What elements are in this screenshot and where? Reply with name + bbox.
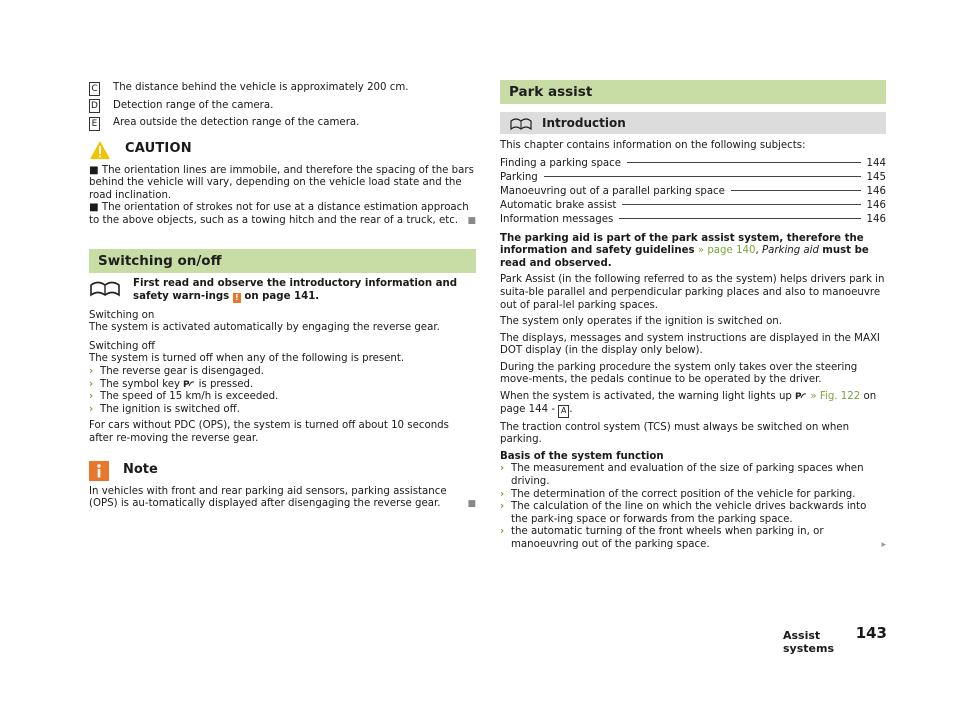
book-icon bbox=[510, 117, 532, 130]
legend-key: D bbox=[89, 99, 100, 113]
page-footer bbox=[783, 624, 887, 655]
figure-link[interactable]: » Fig. 122 bbox=[810, 391, 861, 403]
page-number: 143 bbox=[855, 624, 887, 642]
chevron-right-icon: › bbox=[500, 488, 505, 500]
caution-bullet: ■ The orientation lines are immobile, and therefore the spacing of the bars behind the vehicle will vary, depending on the vehicle load state and the road inclination. bbox=[89, 164, 474, 201]
legend-key: C bbox=[89, 82, 100, 96]
end-mark-icon: ■ bbox=[467, 215, 476, 226]
chevron-right-icon: › bbox=[89, 366, 94, 378]
footer-section-title: Assist systems bbox=[783, 629, 834, 655]
figure-key: A bbox=[558, 405, 569, 418]
switching-on-heading: Switching on bbox=[89, 309, 155, 321]
caution-body bbox=[89, 165, 476, 228]
intro-text: This chapter contains information on the following subjects: bbox=[500, 140, 806, 151]
legend-item bbox=[89, 98, 476, 116]
left-column bbox=[89, 80, 476, 511]
paragraph: The system only operates if the ignition is switched on. bbox=[500, 316, 782, 328]
section-title: Park assist bbox=[509, 84, 593, 100]
table-of-contents bbox=[500, 158, 886, 229]
switching-on-text: The system is activated automatically by engaging the reverse gear. bbox=[89, 322, 440, 334]
warning-icon: ! bbox=[233, 293, 241, 303]
read-notice-text: First read and observe the introductory information and safety warn-ings bbox=[133, 278, 458, 303]
page-link[interactable]: » page 140 bbox=[697, 245, 756, 257]
paragraph: The displays, messages and system instructions are displayed in the MAXI DOT display (in the display only below). bbox=[500, 332, 880, 357]
caution-title: CAUTION bbox=[125, 141, 192, 157]
book-icon bbox=[89, 279, 121, 297]
note-header bbox=[89, 460, 476, 482]
toc-entry[interactable]: Parking 145 bbox=[500, 171, 886, 183]
chevron-right-icon: › bbox=[89, 403, 94, 415]
caution-header bbox=[89, 139, 476, 161]
chevron-right-icon: › bbox=[500, 501, 505, 513]
toc-entry[interactable]: Information messages 146 bbox=[500, 214, 886, 226]
read-notice-page: on page 141. bbox=[244, 291, 320, 303]
caution-icon bbox=[89, 140, 111, 160]
list-item: › The symbol key P is pressed. bbox=[89, 378, 254, 390]
note-title: Note bbox=[123, 462, 158, 478]
list-item: › the automatic turning of the front wheels when parking in, or manoeuvring out of the parking space. ▸ bbox=[500, 526, 886, 550]
park-assist-warning-icon bbox=[795, 391, 807, 400]
section-switching-header bbox=[89, 249, 476, 273]
section-park-assist-header bbox=[500, 80, 886, 104]
park-key-icon bbox=[183, 379, 195, 388]
list-item: › The calculation of the line on which the vehicle drives backwards into the park-ing space or forwards from the parking space. bbox=[500, 501, 867, 525]
toc-entry[interactable]: Automatic brake assist 146 bbox=[500, 200, 886, 212]
introduction-header bbox=[500, 112, 886, 134]
right-column bbox=[500, 80, 886, 552]
legend-text: Detection range of the camera. bbox=[113, 99, 274, 111]
switching-off-intro: The system is turned off when any of the following is present. bbox=[89, 353, 405, 365]
introduction-title: Introduction bbox=[542, 116, 626, 130]
legend-text: The distance behind the vehicle is approximately 200 cm. bbox=[113, 82, 409, 94]
list-item: › The ignition is switched off. bbox=[89, 403, 240, 415]
chevron-right-icon: › bbox=[500, 463, 505, 475]
svg-text:P: P bbox=[795, 392, 802, 401]
svg-text:P: P bbox=[183, 379, 190, 388]
paragraph: When the system is activated, the warning light lights up P » Fig. 122 on page 144 - A . bbox=[500, 391, 886, 418]
toc-entry[interactable]: Manoeuvring out of a parallel parking space 146 bbox=[500, 185, 886, 197]
legend-key: E bbox=[89, 117, 100, 131]
chevron-right-icon: › bbox=[89, 378, 94, 390]
basis-heading: Basis of the system function bbox=[500, 450, 664, 462]
paragraph: The traction control system (TCS) must always be switched on when parking. bbox=[500, 421, 850, 446]
legend-item bbox=[89, 115, 476, 133]
read-first-notice bbox=[89, 278, 476, 303]
chevron-right-icon: › bbox=[89, 391, 94, 403]
section-title: Switching on/off bbox=[98, 253, 222, 270]
caution-bullet: ■ The orientation of strokes not for use at a distance estimation approach to the above objects, such as a towing hitch and the rear of a truck, etc. ■ bbox=[89, 202, 476, 226]
paragraph: During the parking procedure the system only takes over the steering move-ments, the pedals continue to be operated by the driver. bbox=[500, 361, 858, 386]
pdc-text: For cars without PDC (OPS), the system is turned off about 10 seconds after re-moving the reverse gear. bbox=[89, 420, 449, 444]
guideline-text: The parking aid is part of the park assist system, therefore the information and safety guidelines » page 140, Parking aid must be read and observed. bbox=[500, 232, 869, 269]
note-text: In vehicles with front and rear parking aid sensors, parking assistance (OPS) is au-tomatically displayed after disengaging the reverse gear. ■ bbox=[89, 485, 476, 510]
toc-entry[interactable]: Finding a parking space 144 bbox=[500, 157, 886, 169]
list-item: › The reverse gear is disengaged. bbox=[89, 366, 264, 378]
paragraph: Park Assist (in the following referred to as the system) helps drivers park in suita-ble parallel and perpendicular parking places and also to manoeuvre out of paral-lel parking spaces. bbox=[500, 274, 885, 311]
end-mark-icon: ■ bbox=[467, 499, 476, 510]
legend-text: Area outside the detection range of the camera. bbox=[113, 117, 360, 129]
list-item: › The measurement and evaluation of the size of parking spaces when driving. bbox=[500, 463, 864, 488]
switching-off-heading: Switching off bbox=[89, 340, 155, 352]
info-icon bbox=[89, 461, 109, 481]
figure-legend bbox=[89, 80, 476, 133]
list-item: › The determination of the correct position of the vehicle for parking. bbox=[500, 488, 856, 500]
list-item: › The speed of 15 km/h is exceeded. bbox=[89, 391, 279, 403]
continue-arrow-icon: ▸ bbox=[881, 540, 886, 550]
chevron-right-icon: › bbox=[500, 526, 505, 538]
legend-item bbox=[89, 80, 476, 98]
